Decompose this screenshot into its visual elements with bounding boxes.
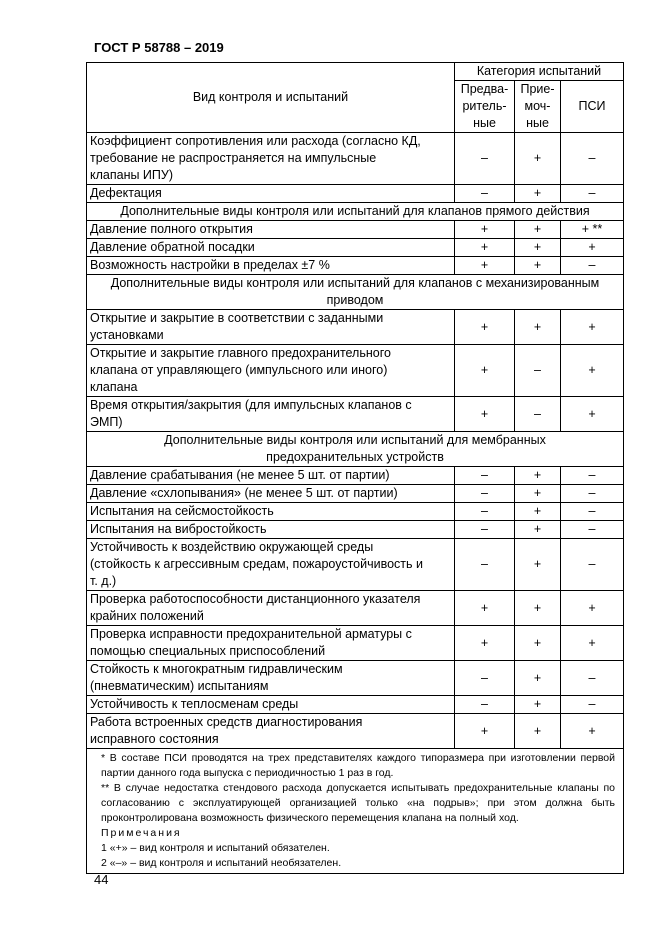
section-row	[87, 432, 624, 467]
table-row	[87, 626, 624, 661]
mark-preliminary: +	[455, 239, 515, 257]
text-line: клапаны ИПУ)	[90, 168, 174, 182]
control-type-cell	[87, 503, 455, 521]
mark-preliminary: –	[455, 696, 515, 714]
mark-acceptance: +	[515, 521, 561, 539]
header-row-group	[87, 63, 624, 81]
mark-acceptance: –	[515, 345, 561, 397]
control-type-cell	[87, 521, 455, 539]
table-row	[87, 485, 624, 503]
text-line: Открытие и закрытие в соответствии с заданными	[90, 311, 384, 325]
control-type-cell	[87, 591, 455, 626]
control-type-cell	[87, 696, 455, 714]
text-line: клапана от управляющего (импульсного или иного)	[90, 363, 388, 377]
mark-psi: + **	[561, 221, 624, 239]
text-line: приводом	[326, 293, 384, 307]
table-row	[87, 521, 624, 539]
mark-psi: +	[561, 714, 624, 749]
mark-acceptance: +	[515, 467, 561, 485]
notes-heading: Примечания	[101, 827, 182, 839]
note-item: ** В случае недостатка стендового расхода допускается испытывать предохранительные клапаны по согласованию с эксплуатирующей организацией только «на подрыв»; при этом должна быть проконтролирована возможность физического перемещения клапана на полный ход.	[101, 782, 616, 824]
mark-acceptance: +	[515, 133, 561, 185]
text-line: Коэффициент сопротивления или расхода (согласно КД,	[90, 134, 421, 148]
table-row	[87, 591, 624, 626]
mark-psi: –	[561, 539, 624, 591]
section-title	[87, 203, 624, 221]
mark-acceptance: +	[515, 503, 561, 521]
header-control-type: Вид контроля и испытаний	[87, 63, 455, 133]
text-line: Стойкость к многократным гидравлическим	[90, 662, 343, 676]
mark-psi: –	[561, 133, 624, 185]
text-line: ЭМП)	[90, 415, 123, 429]
text-line: Предва-	[460, 82, 509, 96]
control-type-cell	[87, 133, 455, 185]
text-line: предохранительных устройств	[266, 450, 444, 464]
mark-preliminary: –	[455, 485, 515, 503]
table-row	[87, 467, 624, 485]
mark-psi: +	[561, 345, 624, 397]
control-type-cell	[87, 539, 455, 591]
text-line: Дополнительные виды контроля или испытаний для клапанов прямого действия	[120, 204, 590, 218]
table-row	[87, 257, 624, 275]
mark-psi: –	[561, 257, 624, 275]
control-type-cell	[87, 257, 455, 275]
text-line: моч-	[524, 99, 551, 113]
mark-preliminary: –	[455, 521, 515, 539]
note-item: * В составе ПСИ проводятся на трех представителях каждого типоразмера при изготовлении первой партии данного года выпуска с периодичностью 1 раз в год.	[101, 752, 616, 779]
mark-preliminary: –	[455, 661, 515, 696]
test-categories-table	[86, 62, 624, 874]
text-line: т. д.)	[90, 574, 117, 588]
section-row	[87, 203, 624, 221]
mark-acceptance: +	[515, 661, 561, 696]
text-line: установками	[90, 328, 164, 342]
text-line: требование не распространяется на импульсные	[90, 151, 377, 165]
control-type-cell	[87, 239, 455, 257]
header-preliminary	[455, 81, 515, 133]
mark-acceptance: –	[515, 397, 561, 432]
mark-psi: +	[561, 626, 624, 661]
text-line: Время открытия/закрытия (для импульсных клапанов с	[90, 398, 412, 412]
mark-acceptance: +	[515, 221, 561, 239]
text-line: Дополнительные виды контроля или испытаний для мембранных	[164, 433, 546, 447]
text-line: ные	[526, 116, 549, 130]
header-test-category: Категория испытаний	[455, 63, 624, 81]
mark-acceptance: +	[515, 310, 561, 345]
mark-acceptance: +	[515, 696, 561, 714]
mark-psi: –	[561, 467, 624, 485]
text-line: Давление обратной посадки	[90, 240, 255, 254]
control-type-cell	[87, 397, 455, 432]
mark-acceptance: +	[515, 714, 561, 749]
mark-acceptance: +	[515, 239, 561, 257]
text-line: Устойчивость к теплосменам среды	[90, 697, 299, 711]
text-line: (стойкость к агрессивным средам, пожароустойчивость и	[90, 557, 423, 571]
mark-psi: –	[561, 696, 624, 714]
table-row	[87, 221, 624, 239]
mark-preliminary: +	[455, 310, 515, 345]
header-psi	[561, 81, 624, 133]
mark-preliminary: +	[455, 397, 515, 432]
mark-preliminary: –	[455, 539, 515, 591]
mark-preliminary: +	[455, 714, 515, 749]
text-line: помощью специальных приспособлений	[90, 644, 326, 658]
document-header: ГОСТ Р 58788 – 2019	[94, 40, 224, 55]
mark-psi: –	[561, 521, 624, 539]
section-row	[87, 275, 624, 310]
mark-acceptance: +	[515, 257, 561, 275]
table-body	[87, 133, 624, 749]
text-line: Возможность настройки в пределах ±7 %	[90, 258, 330, 272]
header-acceptance	[515, 81, 561, 133]
mark-preliminary: +	[455, 626, 515, 661]
table-row	[87, 714, 624, 749]
mark-acceptance: +	[515, 539, 561, 591]
table-row	[87, 239, 624, 257]
text-line: Открытие и закрытие главного предохранительного	[90, 346, 391, 360]
mark-acceptance: +	[515, 185, 561, 203]
text-line: ные	[473, 116, 496, 130]
text-line: Устойчивость к воздействию окружающей среды	[90, 540, 374, 554]
mark-psi: –	[561, 485, 624, 503]
text-line: ПСИ	[578, 99, 606, 113]
table-row	[87, 503, 624, 521]
text-line: Проверка работоспособности дистанционного указателя	[90, 592, 421, 606]
control-type-cell	[87, 221, 455, 239]
mark-acceptance: +	[515, 485, 561, 503]
text-line: Давление «схлопывания» (не менее 5 шт. от партии)	[90, 486, 398, 500]
text-line: Проверка исправности предохранительной арматуры с	[90, 627, 412, 641]
mark-preliminary: +	[455, 345, 515, 397]
page-number: 44	[94, 872, 109, 887]
mark-psi: +	[561, 310, 624, 345]
mark-psi: –	[561, 661, 624, 696]
control-type-cell	[87, 714, 455, 749]
mark-preliminary: –	[455, 133, 515, 185]
mark-psi: +	[561, 239, 624, 257]
mark-preliminary: –	[455, 185, 515, 203]
control-type-cell	[87, 185, 455, 203]
table-row	[87, 310, 624, 345]
mark-psi: +	[561, 591, 624, 626]
table-notes	[87, 749, 624, 874]
table-row	[87, 696, 624, 714]
table-row	[87, 661, 624, 696]
text-line: клапана	[90, 380, 138, 394]
text-line: Работа встроенных средств диагностирования	[90, 715, 363, 729]
mark-psi: –	[561, 503, 624, 521]
text-line: (пневматическим) испытаниям	[90, 679, 269, 693]
text-line: исправного состояния	[90, 732, 219, 746]
mark-psi: –	[561, 185, 624, 203]
text-line: Прие-	[520, 82, 555, 96]
mark-preliminary: +	[455, 591, 515, 626]
control-type-cell	[87, 345, 455, 397]
control-type-cell	[87, 661, 455, 696]
text-line: ритель-	[462, 99, 507, 113]
section-title	[87, 432, 624, 467]
mark-psi: +	[561, 397, 624, 432]
table-row	[87, 133, 624, 185]
text-line: Испытания на вибростойкость	[90, 522, 267, 536]
table-row	[87, 397, 624, 432]
table-row	[87, 185, 624, 203]
mark-preliminary: +	[455, 221, 515, 239]
control-type-cell	[87, 310, 455, 345]
text-line: Дополнительные виды контроля или испытаний для клапанов с механизированным	[110, 276, 600, 290]
text-line: Испытания на сейсмостойкость	[90, 504, 274, 518]
mark-acceptance: +	[515, 591, 561, 626]
control-type-cell	[87, 485, 455, 503]
mark-preliminary: –	[455, 467, 515, 485]
text-line: Давление полного открытия	[90, 222, 253, 236]
table-row	[87, 539, 624, 591]
table-row	[87, 345, 624, 397]
text-line: крайних положений	[90, 609, 204, 623]
mark-acceptance: +	[515, 626, 561, 661]
note-item: 1 «+» – вид контроля и испытаний обязателен.	[101, 842, 330, 854]
text-line: Давление срабатывания (не менее 5 шт. от партии)	[90, 468, 390, 482]
mark-preliminary: –	[455, 503, 515, 521]
notes-row	[87, 749, 624, 874]
control-type-cell	[87, 626, 455, 661]
mark-preliminary: +	[455, 257, 515, 275]
note-item: 2 «–» – вид контроля и испытаний необязателен.	[101, 857, 342, 869]
section-title	[87, 275, 624, 310]
control-type-cell	[87, 467, 455, 485]
text-line: Дефектация	[90, 186, 162, 200]
